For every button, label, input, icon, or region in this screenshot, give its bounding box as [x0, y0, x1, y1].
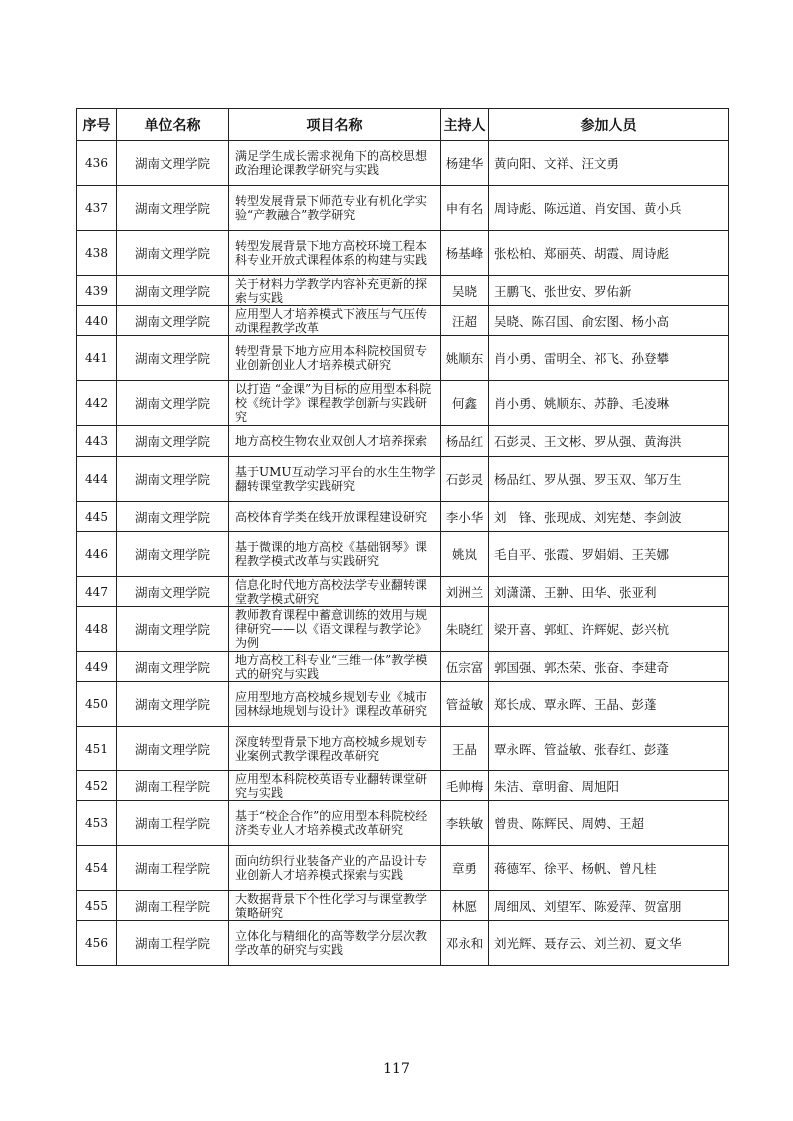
cell-no: 454 — [77, 846, 117, 891]
cell-participants: 黄向阳、文祥、汪文勇 — [489, 141, 729, 186]
cell-participants: 周诗彪、陈远道、肖安国、黄小兵 — [489, 186, 729, 231]
cell-participants: 周细凤、刘望军、陈爱萍、贺富朋 — [489, 891, 729, 921]
cell-unit: 湖南文理学院 — [117, 141, 229, 186]
table-row — [77, 532, 729, 577]
cell-no: 451 — [77, 727, 117, 771]
cell-title: 基于UMU互动学习平台的水生生物学翻转课堂教学实践研究 — [229, 457, 441, 502]
cell-no: 445 — [77, 502, 117, 532]
table-row — [77, 771, 729, 801]
page-number: 117 — [383, 1061, 410, 1077]
cell-host: 邓永和 — [441, 921, 489, 966]
header-unit: 单位名称 — [117, 109, 229, 141]
cell-participants: 石彭灵、王文彬、罗从强、黄海洪 — [489, 426, 729, 457]
cell-participants: 毛自平、张霞、罗娟娟、王芙娜 — [489, 532, 729, 577]
cell-participants: 覃永晖、管益敏、张春红、彭蓬 — [489, 727, 729, 771]
cell-no: 444 — [77, 457, 117, 502]
table-row — [77, 727, 729, 771]
cell-unit: 湖南文理学院 — [117, 186, 229, 231]
cell-unit: 湖南文理学院 — [117, 306, 229, 336]
cell-no: 453 — [77, 801, 117, 846]
cell-title: 转型背景下地方应用本科院校国贸专业创新创业人才培养模式研究 — [229, 336, 441, 381]
cell-unit: 湖南文理学院 — [117, 426, 229, 457]
table-header-row — [77, 109, 729, 141]
cell-host: 刘洲兰 — [441, 577, 489, 607]
cell-no: 436 — [77, 141, 117, 186]
cell-participants: 张松柏、郑丽英、胡霞、周诗彪 — [489, 231, 729, 276]
cell-host: 杨品红 — [441, 426, 489, 457]
cell-host: 管益敏 — [441, 682, 489, 727]
cell-unit: 湖南文理学院 — [117, 457, 229, 502]
cell-participants: 吴晓、陈召国、俞宏图、杨小高 — [489, 306, 729, 336]
cell-title: 满足学生成长需求视角下的高校思想政治理论课教学研究与实践 — [229, 141, 441, 186]
cell-host: 吴晓 — [441, 276, 489, 306]
cell-unit: 湖南工程学院 — [117, 891, 229, 921]
cell-no: 440 — [77, 306, 117, 336]
table-row — [77, 652, 729, 682]
cell-participants: 曾贵、陈辉民、周娉、王超 — [489, 801, 729, 846]
table-row — [77, 846, 729, 891]
cell-unit: 湖南文理学院 — [117, 502, 229, 532]
cell-title: 地方高校工科专业“三维一体”教学模式的研究与实践 — [229, 652, 441, 682]
table-row — [77, 502, 729, 532]
table-row — [77, 306, 729, 336]
cell-host: 李轶敏 — [441, 801, 489, 846]
cell-title: 面向纺织行业装备产业的产品设计专业创新人才培养模式探索与实践 — [229, 846, 441, 891]
cell-host: 杨建华 — [441, 141, 489, 186]
cell-title: 基于“校企合作”的应用型本科院校经济类专业人才培养模式改革研究 — [229, 801, 441, 846]
cell-title: 地方高校生物农业双创人才培养探索 — [229, 426, 441, 457]
cell-host: 姚顺东 — [441, 336, 489, 381]
cell-host: 申有名 — [441, 186, 489, 231]
cell-host: 朱晓红 — [441, 607, 489, 652]
cell-title: 应用型地方高校城乡规划专业《城市园林绿地规划与设计》课程改革研究 — [229, 682, 441, 727]
table-row — [77, 607, 729, 652]
cell-title: 基于微课的地方高校《基础钢琴》课程教学模式改革与实践研究 — [229, 532, 441, 577]
cell-unit: 湖南工程学院 — [117, 771, 229, 801]
cell-host: 姚岚 — [441, 532, 489, 577]
cell-title: 大数据背景下个性化学习与课堂教学策略研究 — [229, 891, 441, 921]
cell-title: 立体化与精细化的高等数学分层次教学改革的研究与实践 — [229, 921, 441, 966]
cell-participants: 杨品红、罗从强、罗玉双、邹万生 — [489, 457, 729, 502]
table-row — [77, 801, 729, 846]
cell-title: 深度转型背景下地方高校城乡规划专业案例式教学课程改革研究 — [229, 727, 441, 771]
cell-participants: 梁开喜、郭虹、许辉妮、彭兴杭 — [489, 607, 729, 652]
cell-participants: 朱洁、章明畲、周旭阳 — [489, 771, 729, 801]
cell-no: 449 — [77, 652, 117, 682]
cell-no: 443 — [77, 426, 117, 457]
cell-title: 应用型本科院校英语专业翻转课堂研究与实践 — [229, 771, 441, 801]
cell-participants: 郑长成、覃永晖、王晶、彭蓬 — [489, 682, 729, 727]
cell-host: 何鑫 — [441, 381, 489, 426]
project-table — [76, 108, 729, 966]
cell-participants: 蒋德军、徐平、杨帆、曾凡桂 — [489, 846, 729, 891]
cell-no: 456 — [77, 921, 117, 966]
cell-unit: 湖南工程学院 — [117, 846, 229, 891]
cell-title: 关于材料力学教学内容补充更新的探索与实践 — [229, 276, 441, 306]
cell-unit: 湖南工程学院 — [117, 801, 229, 846]
cell-participants: 肖小勇、姚顺东、苏静、毛凌琳 — [489, 381, 729, 426]
cell-no: 452 — [77, 771, 117, 801]
cell-no: 439 — [77, 276, 117, 306]
cell-no: 455 — [77, 891, 117, 921]
table-row — [77, 141, 729, 186]
cell-title: 以打造 “金课”为目标的应用型本科院校《统计学》课程教学创新与实践研究 — [229, 381, 441, 426]
table-row — [77, 921, 729, 966]
cell-no: 442 — [77, 381, 117, 426]
cell-host: 李小华 — [441, 502, 489, 532]
cell-title: 高校体育学类在线开放课程建设研究 — [229, 502, 441, 532]
cell-title: 转型发展背景下师范专业有机化学实验“产教融合”教学研究 — [229, 186, 441, 231]
cell-unit: 湖南文理学院 — [117, 652, 229, 682]
header-participants: 参加人员 — [489, 109, 729, 141]
table-row — [77, 457, 729, 502]
cell-host: 毛帅梅 — [441, 771, 489, 801]
cell-unit: 湖南文理学院 — [117, 607, 229, 652]
cell-participants: 刘 锋、张现成、刘宪楚、李剑波 — [489, 502, 729, 532]
cell-title: 应用型人才培养模式下液压与气压传动课程教学改革 — [229, 306, 441, 336]
table-row — [77, 426, 729, 457]
cell-unit: 湖南文理学院 — [117, 682, 229, 727]
table-row — [77, 577, 729, 607]
cell-no: 438 — [77, 231, 117, 276]
table-row — [77, 231, 729, 276]
header-title: 项目名称 — [229, 109, 441, 141]
cell-unit: 湖南文理学院 — [117, 532, 229, 577]
table-row — [77, 276, 729, 306]
cell-no: 437 — [77, 186, 117, 231]
cell-host: 章勇 — [441, 846, 489, 891]
cell-unit: 湖南文理学院 — [117, 577, 229, 607]
cell-title: 教师教育课程中蓄意训练的效用与规律研究——以《语文课程与教学论》为例 — [229, 607, 441, 652]
table-row — [77, 186, 729, 231]
cell-host: 石彭灵 — [441, 457, 489, 502]
cell-host: 王晶 — [441, 727, 489, 771]
cell-participants: 王鹏飞、张世安、罗佑新 — [489, 276, 729, 306]
cell-unit: 湖南文理学院 — [117, 231, 229, 276]
cell-no: 448 — [77, 607, 117, 652]
cell-unit: 湖南工程学院 — [117, 921, 229, 966]
cell-unit: 湖南文理学院 — [117, 336, 229, 381]
table-row — [77, 682, 729, 727]
cell-no: 441 — [77, 336, 117, 381]
cell-title: 信息化时代地方高校法学专业翻转课堂教学模式研究 — [229, 577, 441, 607]
cell-participants: 刘潇潇、王翀、田华、张亚利 — [489, 577, 729, 607]
cell-title: 转型发展背景下地方高校环境工程本科专业开放式课程体系的构建与实践 — [229, 231, 441, 276]
cell-host: 伍宗富 — [441, 652, 489, 682]
cell-unit: 湖南文理学院 — [117, 381, 229, 426]
cell-host: 杨基峰 — [441, 231, 489, 276]
cell-no: 447 — [77, 577, 117, 607]
table-body — [77, 141, 729, 966]
cell-unit: 湖南文理学院 — [117, 727, 229, 771]
cell-no: 450 — [77, 682, 117, 727]
cell-participants: 肖小勇、雷明全、祁飞、孙登攀 — [489, 336, 729, 381]
header-no: 序号 — [77, 109, 117, 141]
header-host: 主持人 — [441, 109, 489, 141]
table-row — [77, 381, 729, 426]
cell-host: 林愿 — [441, 891, 489, 921]
cell-no: 446 — [77, 532, 117, 577]
cell-host: 汪超 — [441, 306, 489, 336]
cell-participants: 刘光辉、聂存云、刘兰初、夏文华 — [489, 921, 729, 966]
cell-participants: 郭国强、郭杰荣、张奋、李建奇 — [489, 652, 729, 682]
cell-unit: 湖南文理学院 — [117, 276, 229, 306]
table-row — [77, 891, 729, 921]
table-row — [77, 336, 729, 381]
